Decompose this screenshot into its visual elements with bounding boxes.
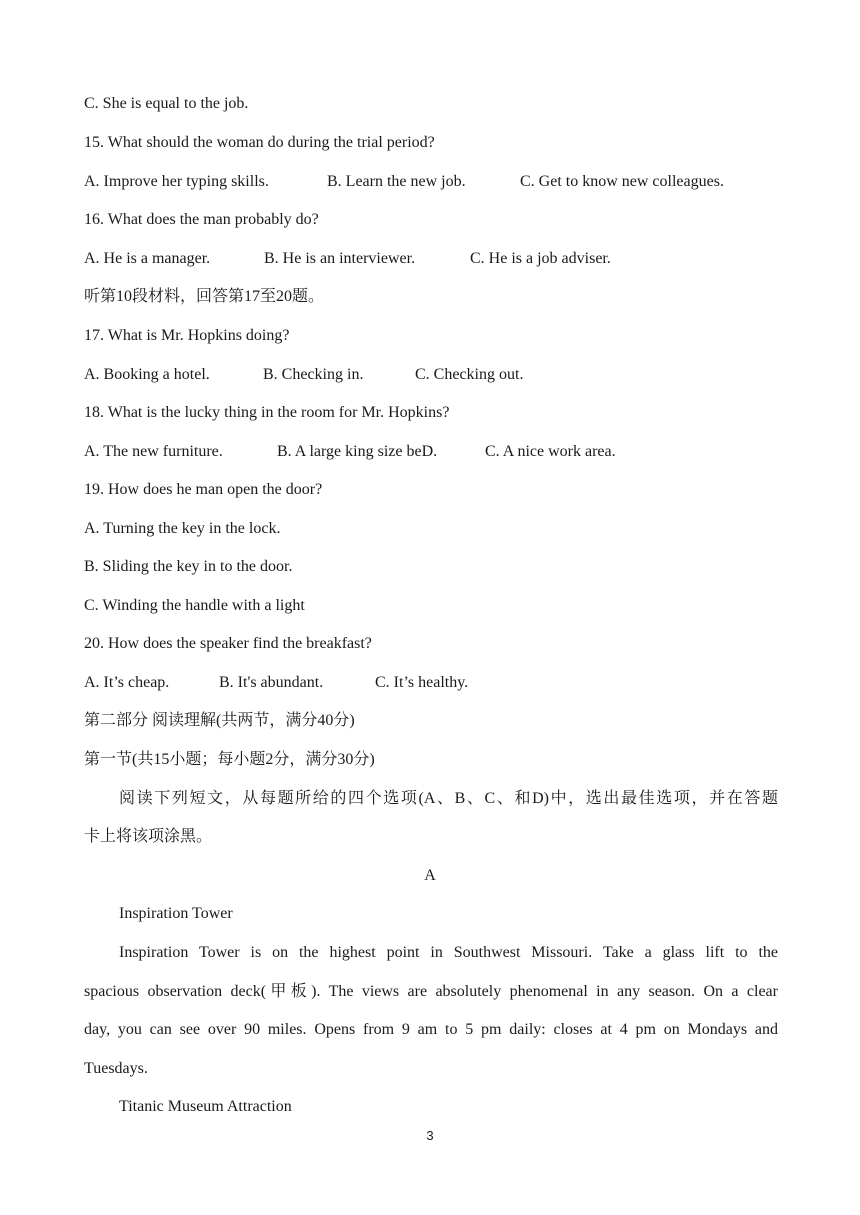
q17-option-c: C. Checking out.	[415, 366, 524, 383]
q15-option-b: B. Learn the new job.	[327, 173, 466, 190]
instruction-line-2: 卡上将该项涂黑。	[84, 828, 213, 845]
passage-label: A	[424, 867, 436, 884]
paragraph-line-3: day, you can see over 90 miles. Opens from 9 am to 5 pm daily: closes at 4 pm on Mondays and	[84, 1021, 778, 1038]
question-20: 20. How does the speaker find the breakfast?	[84, 635, 372, 652]
question-17: 17. What is Mr. Hopkins doing?	[84, 327, 290, 344]
q20-option-c: C. It’s healthy.	[375, 674, 469, 691]
instruction-line-1: 阅读下列短文，从每题所给的四个选项(A、B、C、和D)中，选出最佳选项，并在答题	[119, 790, 778, 807]
q19-option-b: B. Sliding the key in to the door.	[84, 558, 293, 575]
q20-option-b: B. It's abundant.	[219, 674, 324, 691]
section-one-heading: 第一节(共15小题；每小题2分，满分30分)	[84, 751, 375, 768]
question-19: 19. How does he man open the door?	[84, 481, 323, 498]
page-number: 3	[426, 1128, 434, 1143]
question-16: 16. What does the man probably do?	[84, 211, 319, 228]
option-c-line: C. She is equal to the job.	[84, 95, 249, 112]
heading-titanic-museum: Titanic Museum Attraction	[119, 1098, 292, 1115]
q19-option-c: C. Winding the handle with a light	[84, 597, 305, 614]
q18-option-c: C. A nice work area.	[485, 443, 616, 460]
q20-option-a: A. It’s cheap.	[84, 674, 170, 691]
q15-option-c: C. Get to know new colleagues.	[520, 173, 724, 190]
q16-option-a: A. He is a manager.	[84, 250, 211, 267]
question-18: 18. What is the lucky thing in the room for Mr. Hopkins?	[84, 404, 450, 421]
paragraph-line-4: Tuesdays.	[84, 1060, 148, 1077]
q19-option-a: A. Turning the key in the lock.	[84, 520, 281, 537]
part-two-heading: 第二部分 阅读理解(共两节，满分40分)	[84, 712, 355, 729]
q18-option-a: A. The new furniture.	[84, 443, 223, 460]
q16-option-b: B. He is an interviewer.	[264, 250, 416, 267]
q17-option-b: B. Checking in.	[263, 366, 364, 383]
question-15: 15. What should the woman do during the trial period?	[84, 134, 435, 151]
instruction-section-10: 听第10段材料，回答第17至20题。	[84, 288, 325, 305]
heading-inspiration-tower: Inspiration Tower	[119, 905, 233, 922]
q18-option-b: B. A large king size beD.	[277, 443, 438, 460]
paragraph-line-1: Inspiration Tower is on the highest point in Southwest Missouri. Take a glass lift to the	[119, 944, 778, 961]
paragraph-line-2: spacious observation deck(甲板). The views are absolutely phenomenal in any season. On a clear	[84, 983, 778, 1000]
q16-option-c: C. He is a job adviser.	[470, 250, 611, 267]
q15-option-a: A. Improve her typing skills.	[84, 173, 269, 190]
q17-option-a: A. Booking a hotel.	[84, 366, 210, 383]
